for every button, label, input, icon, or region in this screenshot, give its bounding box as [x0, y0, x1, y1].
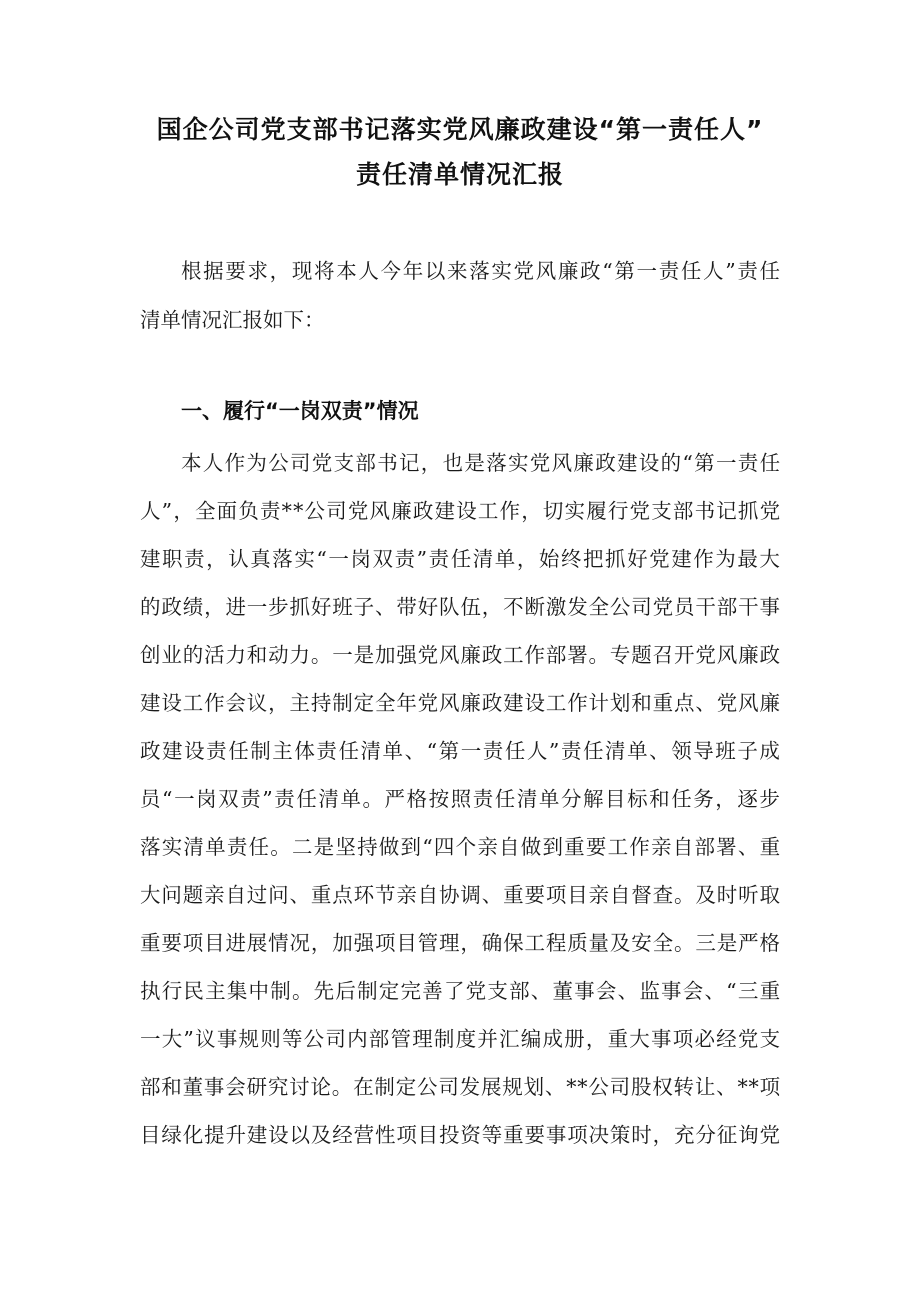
paragraph-line: 建职责，认真落实“一岗双责”责任清单，始终把抓好党建作为最大 [140, 547, 782, 571]
paragraph-line: 员“一岗双责”责任清单。严格按照责任清单分解目标和任务，逐步 [140, 787, 782, 811]
paragraph-line: 一大”议事规则等公司内部管理制度并汇编成册，重大事项必经党支 [140, 1027, 782, 1051]
paragraph-line: 目绿化提升建设以及经营性项目投资等重要事项决策时，充分征询党 [140, 1123, 781, 1147]
intro-line: 清单情况汇报如下： [140, 308, 325, 332]
paragraph-line: 部和董事会研究讨论。在制定公司发展规划、**公司股权转让、**项 [140, 1075, 781, 1099]
paragraph-line: 落实清单责任。二是坚持做到“四个亲自做到重要工作亲自部署、重 [140, 835, 782, 859]
paragraph-line: 建设工作会议，主持制定全年党风廉政建设工作计划和重点、党风廉 [140, 691, 781, 715]
paragraph-line: 重要项目进展情况，加强项目管理，确保工程质量及安全。三是严格 [140, 931, 781, 955]
paragraph-line: 的政绩，进一步抓好班子、带好队伍，不断激发全公司党员干部干事 [140, 595, 781, 619]
paragraph-line: 大问题亲自过问、重点环节亲自协调、重要项目亲自督查。及时听取 [140, 883, 781, 907]
paragraph-line: 本人作为公司党支部书记，也是落实党风廉政建设的“第一责任 [181, 451, 782, 475]
document-title-line-2: 责任清单情况汇报 [355, 160, 564, 189]
paragraph-line: 创业的活力和动力。一是加强党风廉政工作部署。专题召开党风廉政 [140, 643, 781, 667]
paragraph-line: 人”，全面负责**公司党风廉政建设工作，切实履行党支部书记抓党 [140, 499, 782, 523]
section-1-heading: 一、履行“一岗双责”情况 [181, 399, 419, 423]
paragraph-line: 政建设责任制主体责任清单、“第一责任人”责任清单、领导班子成 [140, 739, 782, 763]
paragraph-line: 执行民主集中制。先后制定完善了党支部、董事会、监事会、“三重 [140, 979, 782, 1003]
intro-line: 根据要求，现将本人今年以来落实党风廉政“第一责任人”责任 [181, 259, 782, 283]
document-title-line-1: 国企公司党支部书记落实党风廉政建设“第一责任人” [156, 115, 764, 144]
